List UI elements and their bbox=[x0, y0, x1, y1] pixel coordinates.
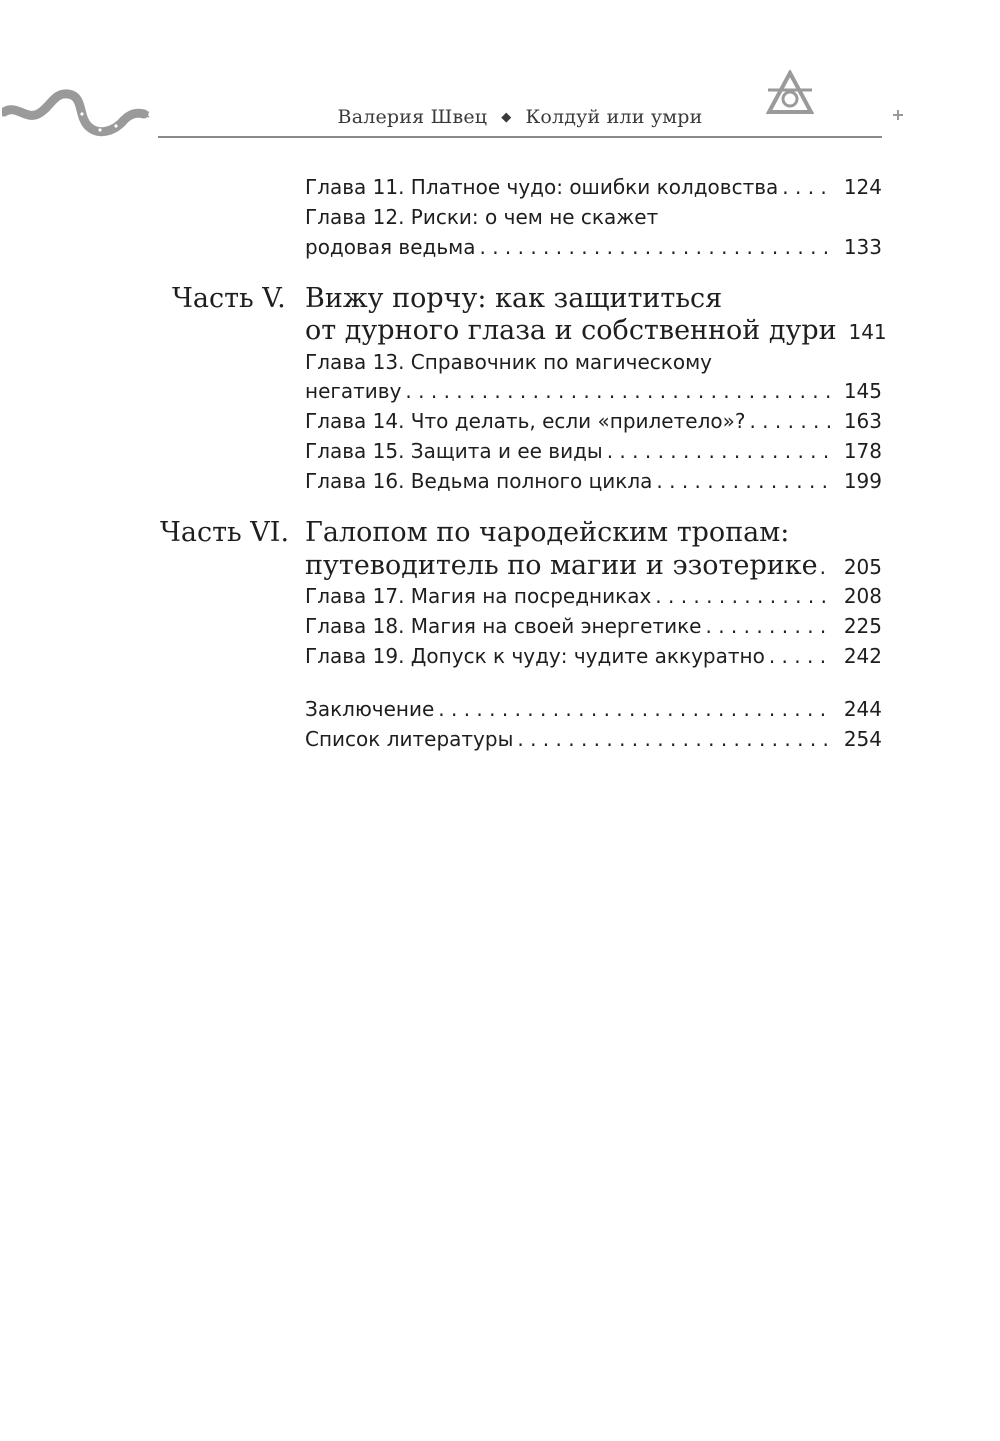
toc-entry-ch17[interactable] bbox=[305, 581, 882, 611]
toc-entry-page: 242 bbox=[843, 644, 882, 668]
toc-entry-part5[interactable] bbox=[305, 314, 887, 348]
running-head bbox=[158, 106, 882, 128]
part-5-title-line2: от дурного глаза и собственной дури bbox=[305, 315, 837, 346]
leader-dots bbox=[749, 406, 834, 436]
leader-dots bbox=[769, 641, 834, 671]
toc-entry-ch14[interactable] bbox=[305, 406, 882, 436]
toc-entry-title: Глава 11. Платное чудо: ошибки колдовства bbox=[305, 175, 779, 199]
part-6-label: Часть VI. bbox=[160, 517, 290, 548]
leader-dots bbox=[479, 232, 834, 262]
page-header bbox=[0, 0, 1000, 160]
toc-entry-page: 163 bbox=[843, 409, 882, 433]
toc-entry-ch12-line1[interactable]: Глава 12. Риски: о чем не скажет bbox=[305, 205, 659, 229]
toc-entry-page: 254 bbox=[843, 727, 882, 751]
leader-dots bbox=[405, 376, 834, 406]
toc-entry-title: Глава 16. Ведьма полного цикла bbox=[305, 469, 653, 493]
toc-entry-ch16[interactable] bbox=[305, 466, 882, 496]
toc-entry-title: Глава 15. Защита и ее виды bbox=[305, 439, 603, 463]
toc-entry-ch11[interactable] bbox=[305, 172, 882, 202]
toc-entry-ch19[interactable] bbox=[305, 641, 882, 671]
part-5-title-line1[interactable]: Вижу порчу: как защититься bbox=[305, 283, 723, 314]
toc-entry-ch13-line1[interactable]: Глава 13. Справочник по магическому bbox=[305, 350, 713, 374]
part-5-label: Часть V. bbox=[172, 283, 286, 314]
toc-entry-ch18[interactable] bbox=[305, 611, 882, 641]
toc-entry-page: 145 bbox=[843, 379, 882, 403]
toc-entry-title: Глава 19. Допуск к чуду: чудите аккуратно bbox=[305, 644, 765, 668]
snake-icon bbox=[2, 86, 150, 150]
header-rule bbox=[158, 136, 882, 138]
leader-dots bbox=[655, 581, 834, 611]
toc-entry-title: Глава 14. Что делать, если «прилетело»? bbox=[305, 409, 746, 433]
toc-entry-page: 225 bbox=[843, 614, 882, 638]
toc-entry-page: 244 bbox=[843, 697, 882, 721]
toc-entry-page: 124 bbox=[843, 175, 882, 199]
part-6-title-line1[interactable]: Галопом по чародейским тропам: bbox=[305, 517, 790, 548]
toc-entry-title: Заключение bbox=[305, 697, 435, 721]
toc-entry-title: родовая ведьма bbox=[305, 235, 476, 259]
toc-entry-ch15[interactable] bbox=[305, 436, 882, 466]
toc-entry-page: 208 bbox=[843, 584, 882, 608]
crescent-moon-icon bbox=[886, 92, 930, 140]
leader-dots bbox=[656, 466, 834, 496]
leader-dots bbox=[705, 611, 834, 641]
toc-entry-part6[interactable] bbox=[305, 549, 882, 583]
book-title: Колдуй или умри bbox=[525, 106, 703, 128]
toc-entry-page: 205 bbox=[843, 555, 882, 579]
leader-dots bbox=[517, 724, 834, 754]
toc-entry-title: Глава 18. Магия на своей энергетике bbox=[305, 614, 702, 638]
leader-dots bbox=[820, 555, 834, 579]
toc-entry-title: негативу bbox=[305, 379, 402, 403]
separator-diamond-icon: ◆ bbox=[501, 110, 512, 125]
leader-dots bbox=[607, 436, 834, 466]
author-name: Валерия Швец bbox=[337, 106, 488, 128]
toc-entry-conclusion[interactable] bbox=[305, 694, 882, 724]
toc-entry-page: 199 bbox=[843, 469, 882, 493]
toc-entry-ch12[interactable] bbox=[305, 232, 882, 262]
leader-dots bbox=[782, 172, 834, 202]
leader-dots bbox=[438, 694, 834, 724]
toc-entry-title: Глава 17. Магия на посредниках bbox=[305, 584, 652, 608]
toc-entry-title: Список литературы bbox=[305, 727, 514, 751]
toc-entry-bibliography[interactable] bbox=[305, 724, 882, 754]
toc-entry-page: 133 bbox=[843, 235, 882, 259]
part-6-title-line2: путеводитель по магии и эзотерике bbox=[305, 550, 818, 581]
toc-entry-page: 178 bbox=[843, 439, 882, 463]
toc-entry-ch13[interactable] bbox=[305, 376, 882, 406]
toc-entry-page: 141 bbox=[848, 320, 887, 344]
